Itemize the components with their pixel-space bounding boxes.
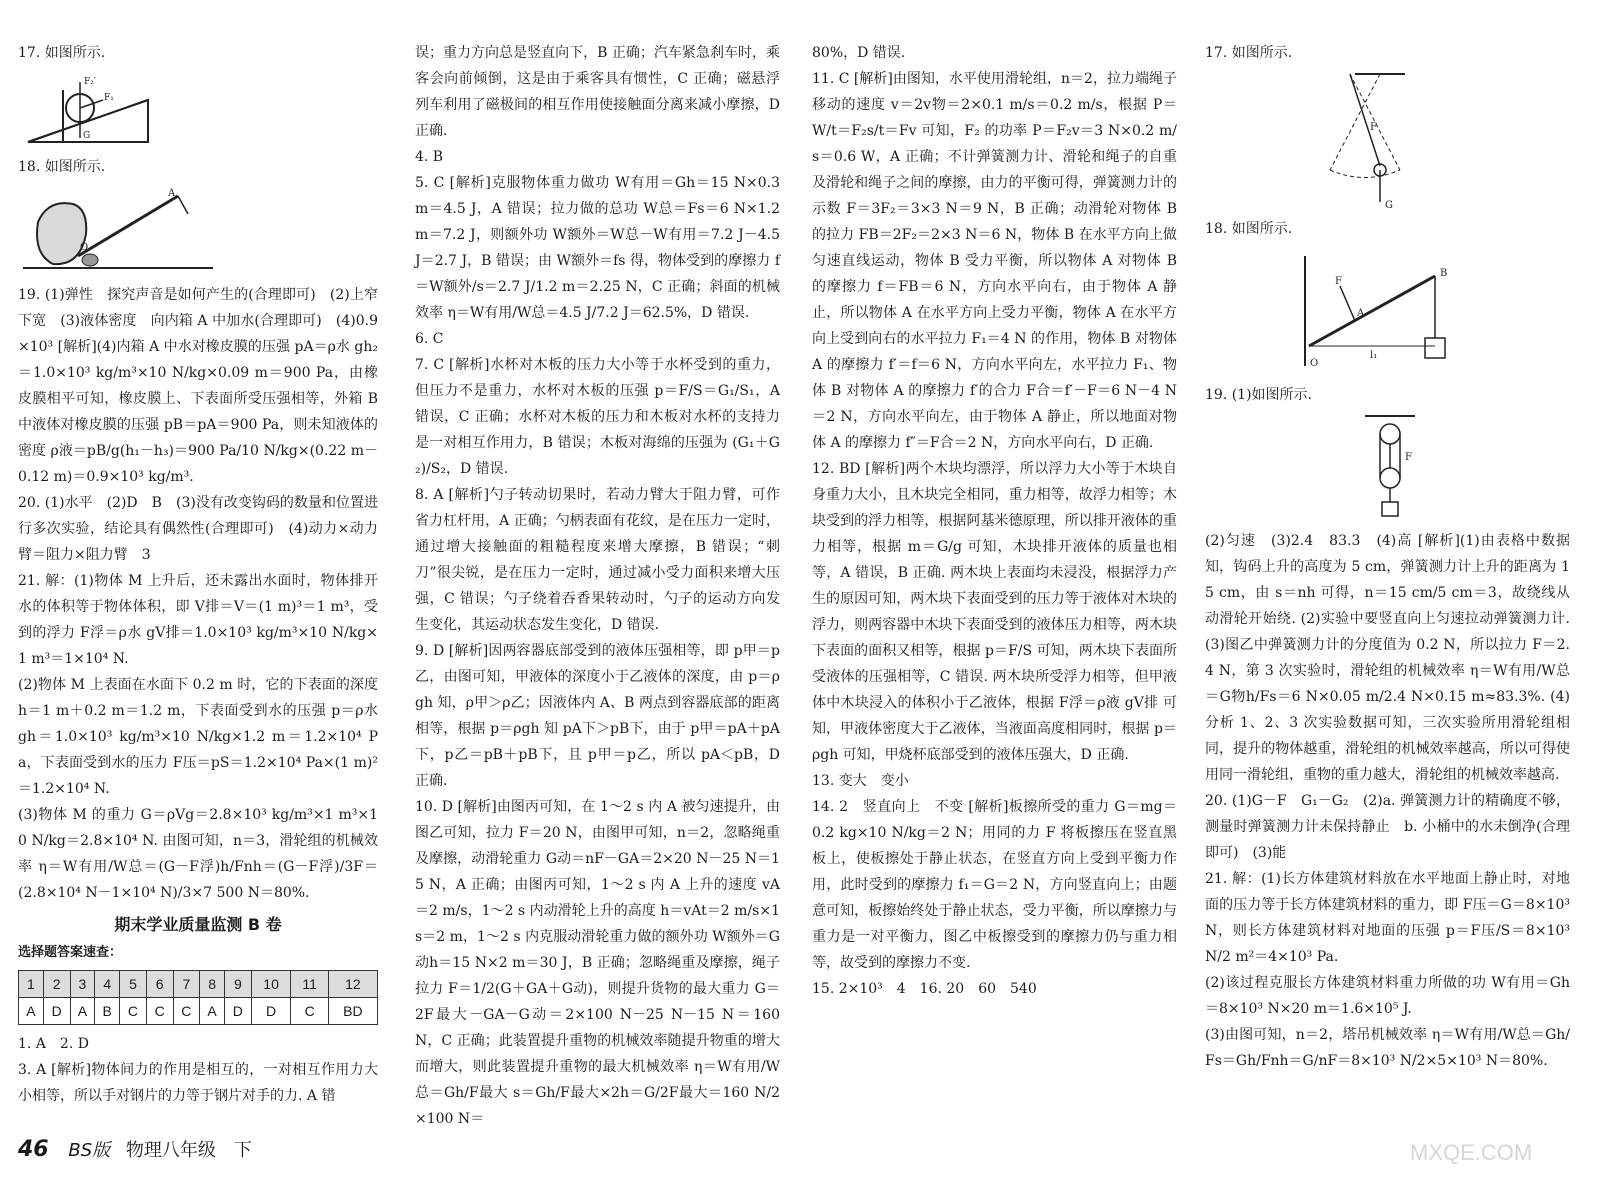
svg-text:G: G [83,131,91,141]
q10-continued: 80%，D 错误. [812,45,906,61]
answer-letter: D [43,998,70,1025]
answer-letter: C [291,998,328,1025]
answer-table-answers [19,998,378,1025]
answer-number: 11 [291,971,328,998]
answer-letter: B [95,998,120,1025]
answer-number: 4 [95,971,120,998]
edition-label: BS版 [68,1140,111,1161]
q7-answer: 7. C [解析]水杯对木板的压力大小等于水杯受到的重力，但压力不是重力，水杯对木板的压强 p＝F/S＝G₁/S₁，A 错误，C 正确；水杯对木板的压力和木板对水杯的支持力是一对相互作用力，B 错误；木板对海绵的压强为 (G₁＋G₂)/S₂，D 错误. [415,357,785,477]
svg-text:O: O [1310,358,1319,369]
watermark-logo [1400,1090,1580,1170]
answer-number: 10 [251,971,291,998]
answer-letter: D [225,998,252,1025]
q3-answer: 3. A [解析]物体间力的作用是相互的，一对相互作用力大小相等，所以手对钢片的力等于钢片对手的力. A 错 [18,1062,378,1104]
lever-rock-diagram [18,184,218,276]
answer-letter: C [173,998,200,1025]
page-footer [18,1136,252,1162]
q5-answer: 5. C [解析]克服物体重力做功 W有用＝Gh＝15 N×0.3 m＝4.5 J，A 错误；拉力做的总功 W总＝Fs＝6 N×1.2 m＝7.2 J，则额外功 W额外＝W总－W有用＝7.2 J－4.5 J＝2.7 J，B 错误；由 W额外＝fs 得，物体受到的摩擦力 f＝W额外/s＝2.7 J/1.2 m＝2.25 N，C 正确；斜面的机械效率 η＝W有用/W总＝4.5 J/7.2 J＝62.5%，D 错误. [415,175,785,321]
incline-force-diagram [18,70,158,148]
answer-table [18,970,378,1025]
q12-answer: 12. BD [解析]两个木块均漂浮，所以浮力大小等于木块自身重力大小，且木块完全相同，重力相等，故浮力相等；木块受到的浮力相等，根据阿基米德原理，所以排开液体的重力相等，根据 m＝G/g 可知，木块排开液体的质量也相等，A 错误，B 正确. 两木块上表面均未浸没，根据浮力产生的原因可知，两木块下表面受到的压力等于液体对木块的浮力，则两容器中木块下表面受到的液体压力相等，两木块下表面的面积又相等，根据 p＝F/S 可知，两木块下表面所受液体的压强相等，C 错误. 两木块所受浮力相等，但甲液体中木块浸入的体积小于乙液体，根据 F浮＝ρ液 gV排 可知，甲液体密度大于乙液体，当液面高度相同时，根据 p＝ρgh 可知，甲烧杯底部受到的液体压强大，D 正确. [812,461,1177,763]
answer-number: 2 [43,971,70,998]
subject-label: 物理八年级 下 [125,1140,252,1161]
q10-answer: 10. D [解析]由图丙可知，在 1～2 s 内 A 被匀速提升，由图乙可知，拉力 F＝20 N，由图甲可知，n＝2，忽略绳重及摩擦，动滑轮重力 G动＝nF－GA＝2×20 N－25 N＝15 N，A 正确；由图丙可知，1～2 s 内 A 上升的速度 vA＝2 m/s，1～2 s 内动滑轮上升的高度 h＝vAt＝2 m/s×1 s＝2 m，1～2 s 内克服动滑轮重力做的额外功 W额外＝G动h＝15 N×2 m＝30 J，B 正确；忽略绳重及摩擦，绳子拉力 F＝1/2(G＋GA＋G动)，则提升货物的最大重力 G＝2F最大－GA－G动＝2×100 N－25 N－15 N＝160 N，C 正确；此装置提升重物的机械效率随提升物重的增大而增大，则此装置提升重物的最大机械效率 η＝W有用/W总＝Gh/F最大 s＝Gh/F最大×2h＝G/2F最大＝160 N/2×100 N＝ [415,799,785,1127]
svg-text:G: G [1385,200,1393,210]
answer-number: 8 [200,971,225,998]
answer-letter: A [200,998,225,1025]
quick-answers-label: 选择题答案速查： [18,945,123,960]
svg-text:A: A [168,188,176,199]
watermark-text: MXQE.COM [1410,1140,1533,1165]
answer-number: 1 [19,971,44,998]
q11-answer: 11. C [解析]由图知，水平使用滑轮组，n＝2，拉力端绳子移动的速度 v＝2v物＝2×0.1 m/s＝0.2 m/s，根据 P＝W/t＝F₂s/t＝Fv 可知，F₂ 的功率 P＝F₂v＝3 N×0.2 m/s＝0.6 W，A 正确；不计弹簧测力计、滑轮和绳子的自重及滑轮和绳子之间的摩擦，由力的平衡可得，弹簧测力计的示数 F＝3F₂＝3×3 N＝9 N，B 正确；动滑轮对物体 B 的拉力 FB＝2F₂＝2×3 N＝6 N，物体 B 在水平方向上做匀速直线运动，物体 B 受力平衡，所以物体 A 对物体 B 的摩擦力 f＝FB＝6 N，方向水平向右，由于物体 A 静止，所以物体 A 在水平方向上受力平衡，物体 A 在水平方向上受到向右的水平拉力 F₁＝4 N 的作用，物体 B 对物体 A 的摩擦力 f′＝f＝6 N，方向水平向左，水平拉力 F₁、物体 B 对物体 A 的摩擦力 f′的合力 F合＝f′－F＝6 N－4 N＝2 N，方向水平向左，由于物体 A 静止，所以地面对物体 A 的摩擦力 f″＝F合＝2 N，方向水平向右，D 正确. [812,71,1182,451]
answer-number: 3 [70,971,95,998]
q21-answer-b: 21. 解：(1)长方体建筑材料放在水平地面上静止时，对地面的压力等于长方体建筑材料的重力，即 F压＝G＝8×10³ N，则长方体建筑材料对地面的压强 p＝F压/S＝8×10³ N/2 m²＝4×10³ Pa. (2)该过程克服长方体建筑材料重力所做的功 W有用＝Gh＝8×10³ N×20 m＝1.6×10⁵ J. (3)由图可知，n＝2，塔吊机械效率 η＝W有用/W总＝Gh/Fs＝Gh/Fnh＝G/nF＝8×10³ N/2×5×10³ N＝80%. [1205,871,1570,1069]
q20-answer: 20. (1)水平 (2)D B (3)没有改变钩码的数量和位置进行多次实验，结论具有偶然性(合理即可) (4)动力×动力臂＝阻力×阻力臂 3 [18,495,378,563]
q4-answer: 4. B [415,149,444,165]
svg-text:B: B [1440,268,1448,279]
q17-answer-b: 17. 如图所示. [1205,45,1293,61]
answer-letter: D [251,998,291,1025]
answer-table-numbers [19,971,378,998]
q13-answer: 13. 变大 变小 [812,773,909,789]
answer-letter: A [19,998,44,1025]
q20-answer-b: 20. (1)G－F G₁－G₂ (2)a. 弹簧测力计的精确度不够，测量时弹簧测力计未保持静止 b. 小桶中的水未倒净(合理即可) (3)能 [1205,793,1570,861]
q6-answer: 6. C [415,331,444,347]
answer-letter: C [120,998,147,1025]
svg-text:F₂′: F₂′ [84,77,96,87]
svg-text:A: A [1357,308,1365,319]
svg-text:F₁: F₁ [104,93,114,103]
q17-answer: 17. 如图所示. [18,45,106,61]
page-number: 46 [18,1137,49,1162]
answer-number: 6 [146,971,173,998]
section-title: 期末学业质量监测 B 卷 [114,915,282,934]
answer-number: 12 [328,971,377,998]
q18-answer: 18. 如图所示. [18,159,106,175]
pulley-system-diagram [1205,412,1465,522]
column-2 [415,40,785,1132]
q15-16-answer: 15. 2×10³ 4 16. 20 60 540 [812,981,1037,997]
column-1 [18,40,383,1109]
svg-text:F: F [1405,452,1412,463]
q21-answer: 21. 解：(1)物体 M 上升后，还未露出水面时，物体排开水的体积等于物体体积，即 V排＝V＝(1 m)³＝1 m³，受到的浮力 F浮＝ρ水 gV排＝1.0×10³ kg/m³×10 N/kg×1 m³＝1×10⁴ N. (2)物体 M 上表面在水面下 0.2 m 时，它的下表面的深度 h＝1 m＋0.2 m＝1.2 m，下表面受到水的压强 p＝ρ水 gh＝1.0×10³ kg/m³×10 N/kg×1.2 m＝1.2×10⁴ Pa，下表面受到水的压力 F压＝pS＝1.2×10⁴ Pa×(1 m)²＝1.2×10⁴ N. (3)物体 M 的重力 G＝ρVg＝2.8×10³ kg/m³×1 m³×10 N/kg＝2.8×10⁴ N. 由图可知，n＝3，滑轮组的机械效率 η＝W有用/W总＝(G－F浮)h/Fnh＝(G－F浮)/3F＝(2.8×10⁴ N－1×10⁴ N)/3×7 500 N＝80%. [18,573,378,901]
q19-answer-b: 19. (1)如图所示. [1205,387,1312,403]
svg-text:F: F [1370,122,1377,133]
q19b-answer: (2)匀速 (3)2.4 83.3 (4)高 [解析](1)由表格中数据知，钩码上升的高度为 5 cm，弹簧测力计上升的距离为 15 cm，由 s＝nh 可得，n＝15 cm/5 cm＝3，故绕线从动滑轮开始绕. (2)实验中要竖直向上匀速拉动弹簧测力计. (3)图乙中弹簧测力计的分度值为 0.2 N，所以拉力 F＝2.4 N，第 3 次实验时，滑轮组的机械效率 η＝W有用/W总＝G物h/Fs＝6 N×0.05 m/2.4 N×0.15 m≈83.3%. (4)分析 1、2、3 次实验数据可知，三次实验所用滑轮组相同，提升的物体越重，滑轮组的机械效率越高，所以可得使用同一滑轮组，重物的重力越大，滑轮组的机械效率越高. [1205,533,1575,783]
q8-answer: 8. A [解析]勺子转动切果时，若动力臂大于阻力臂，可作省力杠杆用，A 正确；勺柄表面有花纹，是在压力一定时，通过增大接触面的粗糙程度来增大摩擦，B 错误；“刺刀”很尖锐，是在压力一定时，通过减小受力面积来增大压强，C 错误；勺子绕着吞香果转动时，勺子的运动方向发生变化，其运动状态发生变化，D 错误. [415,487,780,633]
q18-answer-b: 18. 如图所示. [1205,221,1293,237]
answer-number: 9 [225,971,252,998]
svg-text:F: F [1335,276,1342,287]
q3-continued: 误；重力方向总是竖直向下，B 正确；汽车紧急刹车时，乘客会向前倾倒，这是由于乘客具有惯性，C 正确；磁悬浮列车利用了磁极间的相互作用使接触面分离来减小摩擦，D 正确. [415,45,785,139]
q1-2-answer: 1. A 2. D [18,1036,89,1052]
svg-text:O: O [80,242,89,253]
column-4 [1205,40,1575,1074]
q9-answer: 9. D [解析]因两容器底部受到的液体压强相等，即 p甲＝p乙，由图可知，甲液体的深度小于乙液体的深度，由 p＝ρgh 知，ρ甲＞ρ乙；因液体内 A、B 两点到容器底部的距离相等，根据 p＝ρgh 知 pA下＞pB下，由于 p甲＝pA＋pA下，p乙＝pB＋pB下，且 p甲＝p乙，所以 pA＜pB，D 正确. [415,643,785,789]
pendulum-diagram [1205,70,1405,210]
column-3 [812,40,1182,1002]
answer-number: 7 [173,971,200,998]
q19-answer: 19. (1)弹性 探究声音是如何产生的(合理即可) (2)上窄下宽 (3)液体密度 向内箱 A 中加水(合理即可) (4)0.9×10³ [解析](4)内箱 A 中水对橡皮膜的压强 pA＝ρ水 gh₂＝1.0×10³ kg/m³×10 N/kg×0.09 m＝900 Pa，由橡皮膜相平可知，橡皮膜上、下表面所受压强相等，外箱 B 中液体对橡皮膜的压强 pB＝pA＝900 Pa，则未知液体的密度 ρ液＝pB/g(h₁－h₃)＝900 Pa/10 N/kg×(0.22 m－0.12 m)＝0.9×10³ kg/m³. [18,287,383,485]
svg-text:l₁: l₁ [1370,350,1378,361]
lever-wall-diagram [1205,246,1465,376]
answer-number: 5 [120,971,147,998]
answer-letter: A [70,998,95,1025]
q14-answer: 14. 2 竖直向上 不变 [解析]板擦所受的重力 G＝mg＝0.2 kg×10 N/kg＝2 N；用同的力 F 将板擦压在竖直黑板上，使板擦处于静止状态，在竖直方向上受到平衡力作用，此时受到的摩擦力 f₁＝G＝2 N，方向竖直向上；由题意可知，板擦始终处于静止状态，受力平衡，所以摩擦力与重力是一对平衡力，图乙中板擦受到的摩擦力仍与重力相等，故受到的摩擦力不变. [812,799,1177,971]
answer-letter: C [146,998,173,1025]
answer-letter: BD [328,998,377,1025]
